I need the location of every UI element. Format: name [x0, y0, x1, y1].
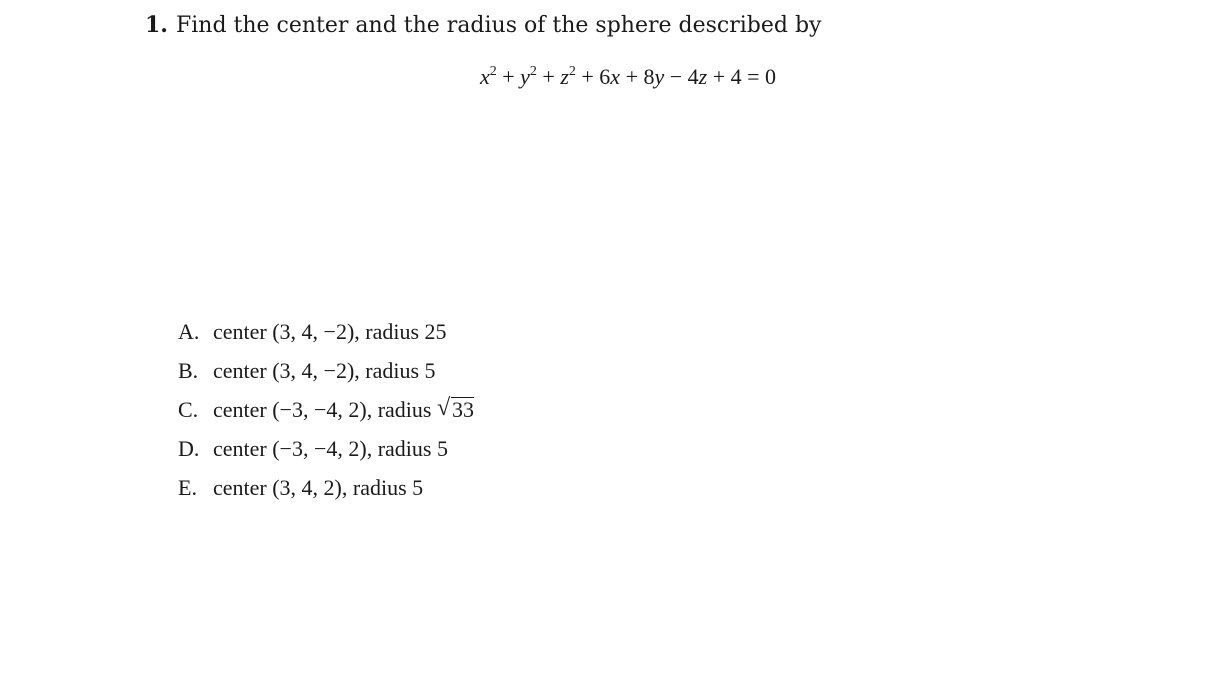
choice-text: center (3, 4, −2), radius 5 — [213, 358, 436, 383]
eq-term-3: − 4 — [664, 64, 699, 89]
eq-var-z: z — [560, 64, 569, 89]
choice-text: center (3, 4, −2), radius 25 — [213, 319, 447, 344]
eq-term-2-var: y — [654, 64, 665, 89]
eq-term-1-var: x — [610, 64, 621, 89]
radical-sign: √ — [436, 395, 451, 421]
choice-letter: E. — [178, 475, 197, 500]
eq-term-2: + 8 — [620, 64, 655, 89]
choice-text: center (−3, −4, 2), radius — [213, 397, 437, 422]
choice-text: center (3, 4, 2), radius 5 — [213, 475, 424, 500]
choice-letter: D. — [178, 436, 200, 461]
eq-term-3-var: z — [698, 64, 708, 89]
eq-plus-1: + — [496, 64, 521, 89]
eq-exp-z: 2 — [568, 64, 576, 79]
choice-letter: A. — [178, 319, 200, 344]
choice-e[interactable] — [178, 472, 474, 511]
choice-b[interactable] — [178, 355, 474, 394]
choice-letter: B. — [178, 358, 199, 383]
eq-term-4: + 4 = 0 — [707, 64, 777, 89]
eq-plus-2: + — [536, 64, 561, 89]
answer-choices — [178, 316, 474, 511]
choice-text: center (−3, −4, 2), radius 5 — [213, 436, 448, 461]
choice-c[interactable] — [178, 394, 474, 433]
eq-exp-y: 2 — [529, 64, 537, 79]
question-text: Find the center and the radius of the sphere described by — [175, 13, 822, 38]
eq-exp-x: 2 — [489, 64, 497, 79]
eq-var-y: y — [520, 64, 530, 89]
eq-term-1: + 6 — [575, 64, 611, 89]
eq-var-x: x — [479, 64, 490, 89]
choice-letter: C. — [178, 397, 199, 422]
square-root — [437, 394, 474, 426]
question-prompt — [145, 12, 821, 38]
choice-a[interactable] — [178, 316, 474, 355]
sphere-equation — [0, 64, 1224, 90]
radicand: 33 — [451, 397, 474, 422]
question-number: 1. — [145, 12, 168, 38]
choice-d[interactable] — [178, 433, 474, 472]
